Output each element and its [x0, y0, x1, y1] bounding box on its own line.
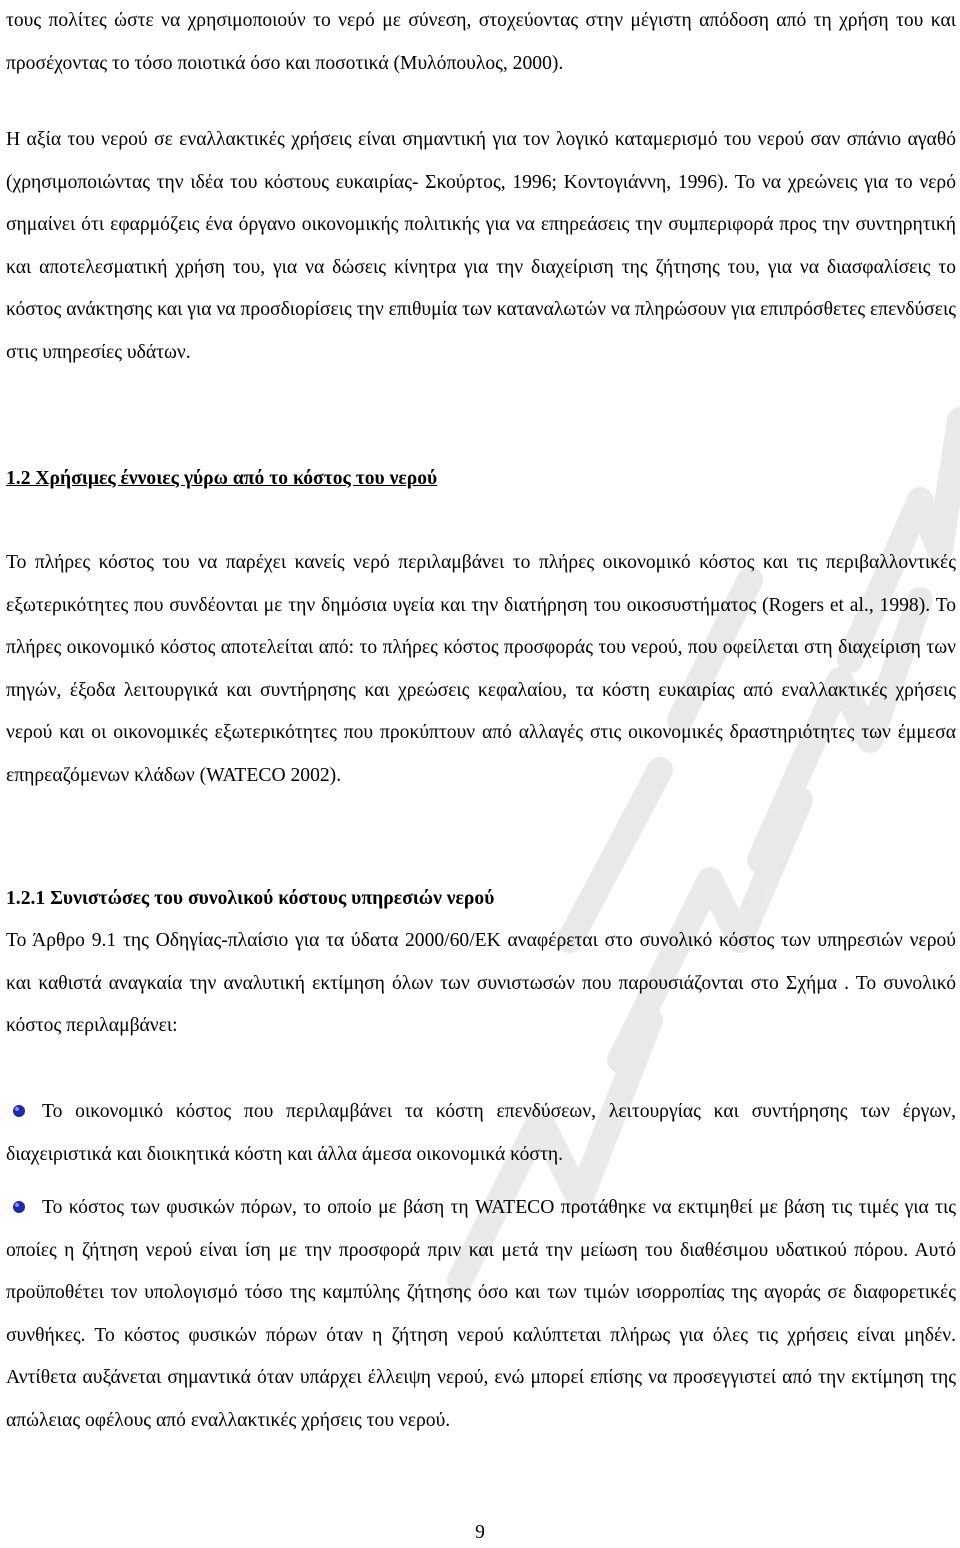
- page-number: 9: [475, 1522, 485, 1543]
- section-heading-1-2: 1.2 Χρήσιμες έννοιες γύρω από το κόστος του νερού: [6, 468, 438, 489]
- bullet-disc-icon: [12, 1104, 26, 1118]
- paragraph-article-9: Το Άρθρο 9.1 της Οδηγίας-πλαίσιο για τα ύδατα 2000/60/ΕΚ αναφέρεται στο συνολικό κόστος των υπηρεσιών νερού και καθιστά αναγκαία την αναλυτική εκτίμηση όλων των συνιστωσών που παρουσιάζονται στο Σχήμα . Το συνολικό κόστος περιλαμβάνει:: [6, 930, 956, 1037]
- bullet-item-resource-cost: [6, 1187, 956, 1443]
- subsection-heading-1-2-1: 1.2.1 Συνιστώσες του συνολικού κόστους υπηρεσιών νερού: [6, 888, 495, 909]
- paragraph-full-cost: Το πλήρες κόστος του να παρέχει κανείς νερό περιλαμβάνει το πλήρες οικονομικό κόστος και τις περιβαλλοντικές εξωτερικότητες που συνδέονται με την δημόσια υγεία και την διατήρηση του οικοσυστήματος (Rogers et al., 1998). Το πλήρες οικονομικό κόστος αποτελείται από: το πλήρες κόστος προσφοράς του νερού, που οφείλεται στη διαχείριση των πηγών, έξοδα λειτουργικά και συντήρησης και χρεώσεις κεφαλαίου, τα κόστη ευκαιρίας από εναλλακτικές χρήσεις νερού και οι οικονομικές εξωτερικότητες που προκύπτουν από αλλαγές στις οικονομικές δραστηριότητες των έμμεσα επηρεαζόμενων κλάδων (WATECO 2002).: [6, 552, 956, 786]
- bullet-text: Το οικονομικό κόστος που περιλαμβάνει τα κόστη επενδύσεων, λειτουργίας και συντήρησης των έργων, διαχειριστικά και διοικητικά κόστη και άλλα άμεσα οικονομικά κόστη.: [6, 1101, 956, 1165]
- paragraph-intro-continuation: τους πολίτες ώστε να χρησιμοποιούν το νερό με σύνεση, στοχεύοντας στην μέγιστη απόδοση από τη χρήση του και προσέχοντας το τόσο ποιοτικά όσο και ποσοτικά (Μυλόπουλος, 2000).: [6, 10, 956, 74]
- bullet-disc-icon: [12, 1200, 26, 1214]
- bullet-item-economic-cost: [6, 1091, 956, 1176]
- paragraph-alternative-uses: Η αξία του νερού σε εναλλακτικές χρήσεις είναι σημαντική για τον λογικό καταμερισμό του νερού σαν σπάνιο αγαθό (χρησιμοποιώντας την ιδέα του κόστους ευκαιρίας- Σκούρτος, 1996; Κοντογιάννη, 1996). Το να χρεώνεις για το νερό σημαίνει ότι εφαρμόζεις ένα όργανο οικονομικής πολιτικής για να επηρεάσεις την συμπεριφορά προς την συντηρητική και αποτελεσματική χρήση του, για να δώσεις κίνητρα για την διαχείριση της ζήτησης του, για να διασφαλίσεις το κόστος ανάκτησης και για να προσδιορίσεις την επιθυμία των καταναλωτών να πληρώσουν για επιπρόσθετες επενδύσεις στις υπηρεσίες υδάτων.: [6, 129, 956, 363]
- bullet-text: Το κόστος των φυσικών πόρων, το οποίο με βάση τη WATECO προτάθηκε να εκτιμηθεί με βάση τις τιμές για τις οποίες η ζήτηση νερού είναι ίση με την προσφορά πριν και μετά την μείωση του διαθέσιμου υδατικού πόρου. Αυτό προϋποθέτει τον υπολογισμό τόσο της καμπύλης ζήτησης όσο και των τιμών ισορροπίας της αγοράς σε διαφορετικές συνθήκες. Το κόστος φυσικών πόρων όταν η ζήτηση νερού καλύπτεται πλήρως για όλες τις χρήσεις είναι μηδέν. Αντίθετα αυξάνεται σημαντικά όταν υπάρχει έλλειψη νερού, ενώ μπορεί επίσης να προσεγγιστεί από την εκτίμηση της απώλειας οφέλους από εναλλακτικές χρήσεις του νερού.: [6, 1197, 956, 1431]
